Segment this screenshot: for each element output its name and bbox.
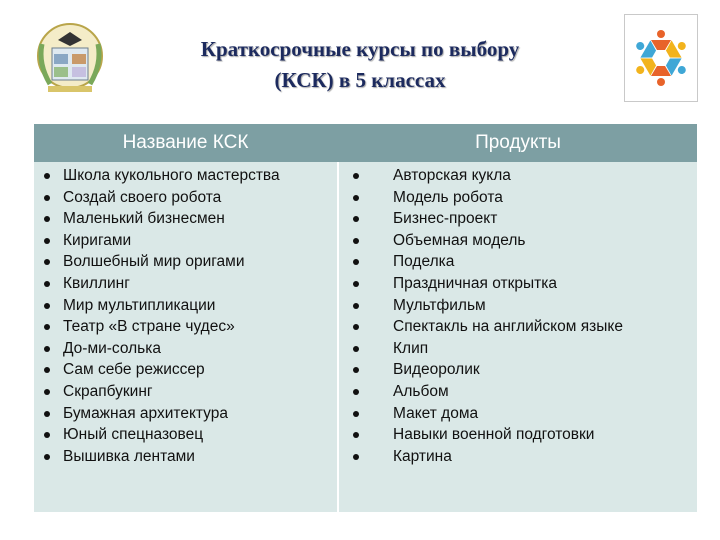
bullet-icon (353, 173, 359, 179)
bullet-icon (44, 238, 50, 244)
bullet-icon (44, 367, 50, 373)
course-item-text: Киригами (63, 231, 132, 249)
course-item-text: До-ми-солька (63, 339, 161, 357)
bullet-icon (44, 324, 50, 330)
product-item (340, 316, 695, 338)
bullet-icon (353, 454, 359, 460)
bullet-icon (353, 346, 359, 352)
bullet-icon (353, 259, 359, 265)
course-item-text: Скрапбукинг (63, 382, 153, 400)
course-item (34, 165, 334, 187)
course-item (34, 446, 334, 468)
product-item-text: Альбом (393, 382, 449, 400)
course-item (34, 424, 334, 446)
product-item (340, 273, 695, 295)
bullet-icon (44, 303, 50, 309)
bullet-icon (353, 324, 359, 330)
course-item (34, 359, 334, 381)
product-item-text: Клип (393, 339, 429, 357)
bullet-icon (44, 173, 50, 179)
bullet-icon (353, 411, 359, 417)
bullet-icon (353, 216, 359, 222)
course-list (34, 165, 334, 467)
course-item (34, 403, 334, 425)
bullet-icon (353, 432, 359, 438)
course-item (34, 338, 334, 360)
product-item (340, 208, 695, 230)
product-item-text: Видеоролик (393, 361, 480, 379)
course-item-text: Театр «В стране чудес» (63, 318, 235, 336)
header-products: Продукты (475, 132, 561, 153)
bullet-icon (44, 346, 50, 352)
course-item-text: Школа кукольного мастерства (63, 167, 280, 184)
school-emblem-logo (28, 14, 112, 100)
product-item-text: Картина (393, 447, 452, 465)
course-item-text: Маленький бизнесмен (63, 210, 225, 228)
product-item-text: Макет дома (393, 404, 479, 422)
title-line-1: Краткосрочные курсы по выбору (200, 37, 520, 61)
column-divider (337, 162, 339, 512)
product-item (340, 165, 695, 187)
bullet-icon (44, 216, 50, 222)
product-list (340, 165, 695, 467)
product-item (340, 338, 695, 360)
bullet-icon (44, 281, 50, 287)
header-course-name: Название КСК (122, 132, 249, 153)
course-item (34, 230, 334, 252)
product-item (340, 295, 695, 317)
course-item (34, 208, 334, 230)
course-item-text: Вышивка лентами (63, 447, 195, 465)
bullet-icon (44, 454, 50, 460)
course-item-text: Создай своего робота (63, 188, 222, 206)
table-body (34, 162, 697, 512)
product-item-text: Авторская кукла (393, 167, 511, 184)
course-item-text: Юный спецназовец (63, 426, 204, 444)
course-item (34, 316, 334, 338)
bullet-icon (353, 389, 359, 395)
bullet-icon (44, 411, 50, 417)
product-item (340, 424, 695, 446)
bullet-icon (353, 195, 359, 201)
product-item-text: Поделка (393, 253, 455, 271)
bullet-icon (353, 367, 359, 373)
course-item (34, 251, 334, 273)
people-circle-logo (624, 14, 698, 102)
product-item-text: Бизнес-проект (393, 210, 498, 228)
course-item (34, 273, 334, 295)
product-item (340, 187, 695, 209)
product-item-text: Модель робота (393, 188, 503, 206)
product-item (340, 359, 695, 381)
course-item-text: Бумажная архитектура (63, 404, 228, 422)
product-item-text: Праздничная открытка (393, 274, 557, 292)
bullet-icon (353, 238, 359, 244)
product-item (340, 230, 695, 252)
course-item-text: Сам себе режиссер (63, 361, 205, 379)
course-item (34, 295, 334, 317)
bullet-icon (44, 195, 50, 201)
bullet-icon (44, 432, 50, 438)
bullet-icon (44, 389, 50, 395)
product-item (340, 446, 695, 468)
bullet-icon (353, 303, 359, 309)
product-item-text: Навыки военной подготовки (393, 426, 595, 444)
course-item (34, 187, 334, 209)
product-item-text: Спектакль на английском языке (393, 318, 623, 336)
course-item-text: Волшебный мир оригами (63, 253, 245, 271)
table-header (34, 124, 697, 162)
course-item-text: Квиллинг (63, 274, 130, 292)
product-item (340, 251, 695, 273)
product-item (340, 403, 695, 425)
product-item (340, 381, 695, 403)
title-line-2: (КСК) в 5 классах (274, 68, 446, 92)
product-item-text: Мультфильм (393, 296, 486, 314)
course-item-text: Мир мультипликации (63, 296, 216, 314)
course-item (34, 381, 334, 403)
bullet-icon (353, 281, 359, 287)
bullet-icon (44, 259, 50, 265)
product-item-text: Объемная модель (393, 231, 526, 249)
courses-table (34, 124, 697, 512)
page-title (130, 34, 590, 96)
